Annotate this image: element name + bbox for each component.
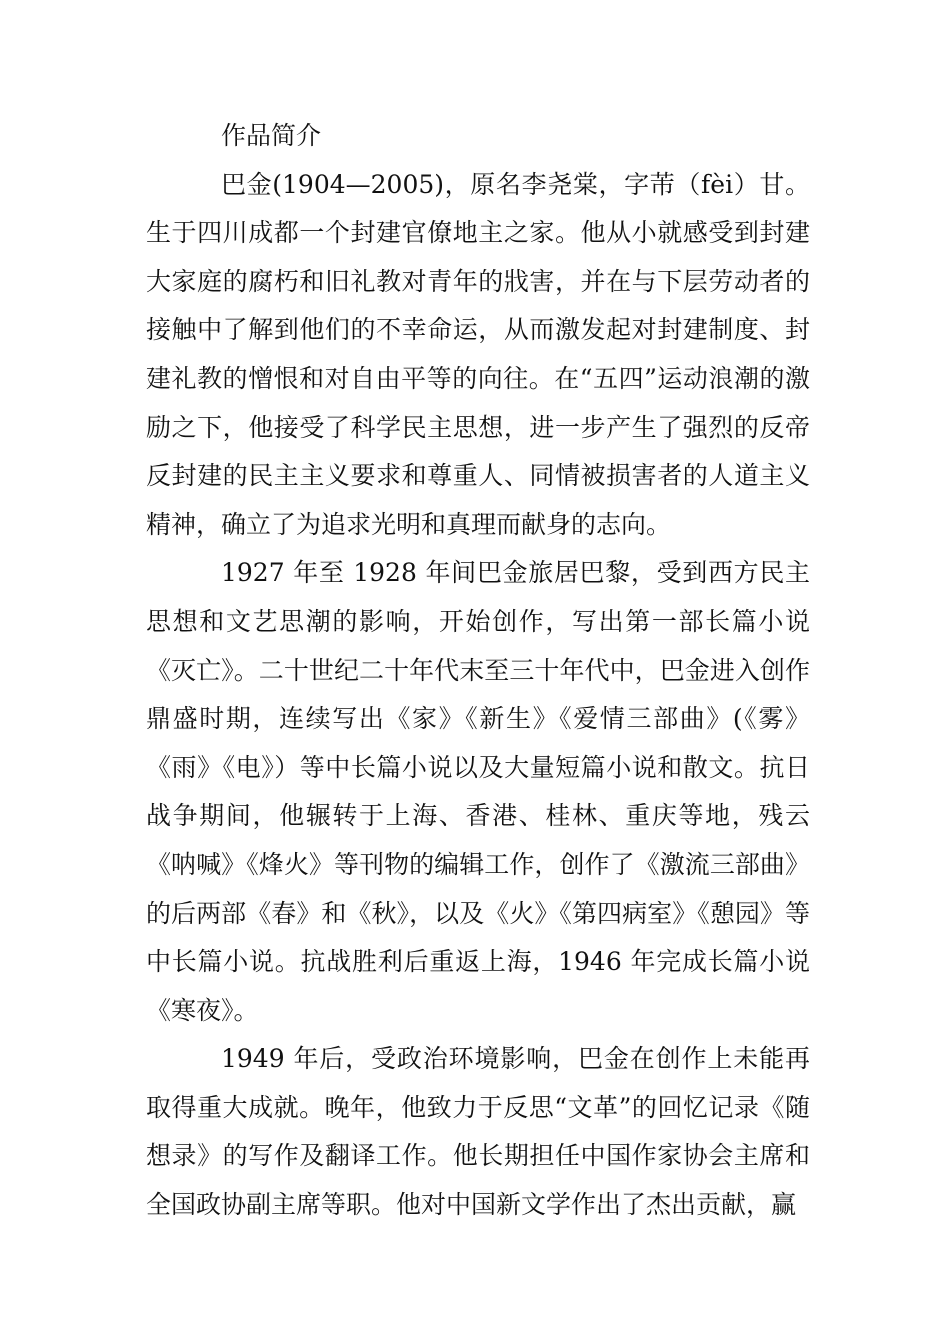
paragraph-later-life: 1949 年后，受政治环境影响，巴金在创作上未能再取得重大成就。晚年，他致力于反思“文革”的回忆记录《随想录》的写作及翻译工作。他长期担任中国作家协会主席和全国政协副主席等职。他对中国新文学作出了杰出贡献，赢: [146, 1044, 810, 1220]
paragraph-early-works: 1927 年至 1928 年间巴金旅居巴黎，受到西方民主思想和文艺思潮的影响，开始创作，写出第一部长篇小说《灭亡》。二十世纪二十年代末至三十年代中，巴金进入创作鼎盛时期，连续写出《家》《新生》《爱情三部曲》(《雾》《雨》《电》）等中长篇小说以及大量短篇小说和散文。抗日战争期间，他辗转于上海、香港、桂林、重庆等地，残云《呐喊》《烽火》等刊物的编辑工作，创作了《激流三部曲》的后两部《春》和《秋》，以及《火》《第四病室》《憩园》等中长篇小说。抗战胜利后重返上海，1946 年完成长篇小说《寒夜》。: [146, 558, 810, 1025]
section-heading: 作品简介: [221, 121, 322, 150]
paragraph-biography: 巴金(1904—2005)，原名李尧棠，字芾（fèi）甘。生于四川成都一个封建官僚地主之家。他从小就感受到封建大家庭的腐朽和旧礼教对青年的戕害，并在与下层劳动者的接触中了解到他们的不幸命运，从而激发起对封建制度、封建礼教的憎恨和对自由平等的向往。在“五四”运动浪潮的激励之下，他接受了科学民主思想，进一步产生了强烈的反帝反封建的民主主义要求和尊重人、同情被损害者的人道主义精神，确立了为追求光明和真理而献身的志向。: [146, 169, 810, 539]
document-body: [146, 112, 810, 1230]
